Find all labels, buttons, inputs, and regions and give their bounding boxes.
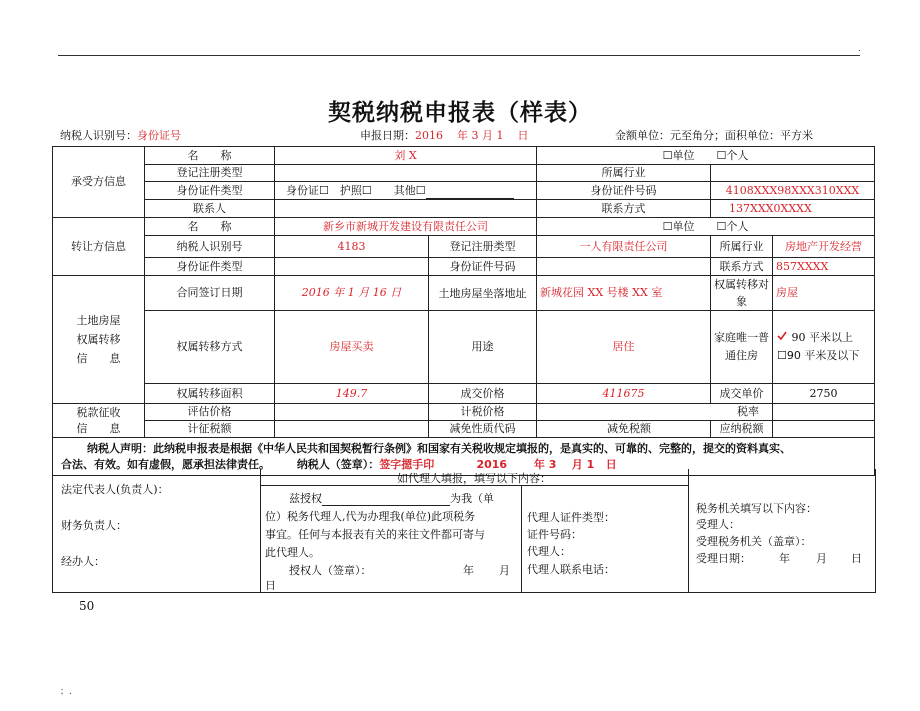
declaration-day[interactable]: 1 bbox=[586, 457, 595, 471]
agent-field[interactable]: 代理人： bbox=[527, 545, 571, 558]
option-90-below[interactable]: ☐90 平米及以下 bbox=[777, 349, 860, 362]
unit-price-label: 成交单价 bbox=[711, 384, 773, 404]
transferee-id-type-options[interactable] bbox=[275, 182, 537, 200]
top-corner-dot: . bbox=[858, 44, 861, 54]
footer-dots: ；. bbox=[60, 687, 72, 697]
taxpayer-sign-value[interactable]: 签字摁手印 bbox=[379, 457, 435, 471]
unit-price-value[interactable]: 2750 bbox=[773, 384, 875, 404]
payable-tax-value[interactable] bbox=[773, 421, 875, 438]
transferee-industry-value[interactable] bbox=[711, 165, 875, 182]
page-number: 50 bbox=[79, 599, 95, 613]
option-90-above-text: 90 平米以上 bbox=[791, 331, 854, 344]
filing-year[interactable]: 2016 bbox=[415, 129, 443, 142]
computed-tax-label: 计征税额 bbox=[145, 421, 275, 438]
taxpayer-id-line bbox=[60, 127, 181, 143]
declaration-month-char: 月 bbox=[571, 457, 583, 471]
transferee-contact-label: 联系人 bbox=[145, 200, 275, 218]
filing-date-label: 申报日期： bbox=[360, 129, 415, 142]
transferee-contact-method-value[interactable]: 137XXX0XXXX bbox=[711, 200, 875, 218]
area-label: 权属转移面积 bbox=[145, 384, 275, 404]
taxpayer-id-value[interactable]: 身份证号 bbox=[137, 129, 181, 142]
taxable-price-label: 计税价格 bbox=[429, 404, 537, 421]
exempt-code-label: 减免性质代码 bbox=[429, 421, 537, 438]
declaration-line1: 纳税人声明：此纳税申报表是根据《中华人民共和国契税暂行条例》和国家有关税收规定填报的，是真实的、可靠的、完整的，提交的资料真实、 bbox=[87, 441, 791, 455]
contract-date-label: 合同签订日期 bbox=[145, 276, 275, 311]
auth-line2: 位）税务代理人,代为办理我(单位)此项税务 bbox=[265, 510, 476, 523]
computed-tax-value[interactable] bbox=[275, 421, 429, 438]
tax-office-header: 税务机关填写以下内容： bbox=[696, 502, 817, 515]
declaration-year[interactable]: 2016 bbox=[476, 457, 508, 471]
tax-form-table bbox=[52, 146, 875, 476]
declaration-month[interactable]: 3 bbox=[548, 457, 557, 471]
auth-line1 bbox=[289, 490, 494, 506]
handler-field[interactable]: 经办人： bbox=[61, 555, 105, 568]
transferor-taxpayer-id-label: 纳税人识别号 bbox=[145, 236, 275, 258]
transferor-contact-method-label: 联系方式 bbox=[711, 258, 773, 276]
declaration-line2-text: 合法、有效。如有虚假，愿承担法律责任。 bbox=[61, 457, 270, 471]
receive-date-field[interactable]: 受理日期： bbox=[696, 552, 751, 565]
id-type-options-text[interactable]: 身份证☐ 护照☐ 其他☐ bbox=[286, 183, 426, 197]
agent-header: 如代理人填报，填写以下内容： bbox=[397, 472, 551, 485]
tax-label-line2: 信 息 bbox=[76, 421, 121, 435]
filing-month-char: 月 bbox=[482, 129, 493, 142]
declaration-day-char: 日 bbox=[605, 457, 617, 471]
transferor-industry-label: 所属行业 bbox=[711, 236, 773, 258]
use-label: 用途 bbox=[429, 311, 537, 384]
property-label-line2: 权属转移 bbox=[76, 333, 121, 346]
declaration-year-char: 年 bbox=[533, 457, 545, 471]
transferor-id-no-value[interactable] bbox=[537, 258, 711, 276]
auth-day: 日 bbox=[265, 579, 276, 592]
taxpayer-sign-label: 纳税人（签章）： bbox=[296, 457, 380, 471]
family-only-home-label: 家庭唯一普通住房 bbox=[711, 311, 773, 384]
page-title: 契税纳税申报表（样表） bbox=[328, 100, 592, 126]
transferee-type-checkboxes[interactable]: ☐单位 ☐个人 bbox=[537, 147, 875, 165]
other-blank-line bbox=[426, 198, 514, 199]
object-value[interactable]: 房屋 bbox=[773, 276, 875, 311]
agent-phone-field[interactable]: 代理人联系电话： bbox=[527, 563, 615, 576]
transferor-taxpayer-id-value[interactable]: 4183 bbox=[275, 236, 429, 258]
method-label: 权属转移方式 bbox=[145, 311, 275, 384]
receive-month: 月 bbox=[816, 552, 827, 565]
tax-label-line1: 税款征收 bbox=[76, 405, 121, 419]
units-note: 金额单位：元至角分；面积单位：平方米 bbox=[615, 129, 813, 142]
transferee-industry-label: 所属行业 bbox=[537, 165, 711, 182]
check-mark-svg bbox=[777, 331, 787, 341]
property-label-line1: 土地房屋 bbox=[76, 314, 121, 327]
auth-month: 月 bbox=[499, 564, 510, 577]
area-value[interactable]: 149.7 bbox=[275, 384, 429, 404]
price-label: 成交价格 bbox=[429, 384, 537, 404]
check-mark-icon bbox=[777, 329, 788, 347]
transferee-contact-value[interactable] bbox=[275, 200, 537, 218]
filing-month[interactable]: 3 bbox=[471, 129, 479, 142]
transferor-type-checkboxes[interactable]: ☐单位 ☐个人 bbox=[537, 218, 875, 236]
tax-rate-cell[interactable] bbox=[737, 404, 875, 421]
transferor-reg-type-label: 登记注册类型 bbox=[429, 236, 537, 258]
assess-price-label: 评估价格 bbox=[145, 404, 275, 421]
finance-head-field[interactable]: 财务负责人： bbox=[61, 519, 127, 532]
filing-year-char: 年 bbox=[457, 129, 468, 142]
taxpayer-id-label: 纳税人识别号： bbox=[60, 129, 137, 142]
agent-id-no-field[interactable]: 证件号码： bbox=[527, 528, 582, 541]
price-value[interactable]: 411675 bbox=[537, 384, 711, 404]
signature-section bbox=[52, 469, 876, 593]
method-value[interactable]: 房屋买卖 bbox=[275, 311, 429, 384]
payable-tax-label: 应纳税额 bbox=[711, 421, 773, 438]
authorize-name-blank[interactable] bbox=[322, 505, 450, 506]
filing-day[interactable]: 1 bbox=[496, 129, 504, 142]
assess-price-value[interactable] bbox=[275, 404, 429, 421]
tax-section-label bbox=[53, 404, 145, 438]
transferee-name-value[interactable]: 刘 X bbox=[275, 147, 537, 165]
transferee-id-no-label: 身份证件号码 bbox=[537, 182, 711, 200]
transferee-id-no-value[interactable]: 4108XXX98XXX310XXX bbox=[711, 182, 875, 200]
transferor-id-type-value[interactable] bbox=[275, 258, 429, 276]
divider-left bbox=[260, 469, 261, 592]
transferor-industry-value[interactable]: 房地产开发经营 bbox=[773, 236, 875, 258]
transferor-id-no-label: 身份证件号码 bbox=[429, 258, 537, 276]
property-label-line3: 信 息 bbox=[76, 352, 121, 365]
object-label: 权属转移对象 bbox=[711, 276, 773, 311]
location-value[interactable]: 新城花园 XX 号楼 XX 室 bbox=[537, 276, 711, 311]
divider-right bbox=[688, 469, 689, 592]
legal-rep-field[interactable]: 法定代表人(负责人)： bbox=[61, 483, 169, 496]
transferor-id-type-label: 身份证件类型 bbox=[145, 258, 275, 276]
agent-id-type-field[interactable]: 代理人证件类型： bbox=[527, 511, 615, 524]
location-label: 土地房屋坐落地址 bbox=[429, 276, 537, 311]
auth-prefix: 兹授权 bbox=[289, 492, 322, 505]
option-90-above[interactable] bbox=[777, 329, 871, 347]
contract-date-value[interactable]: 2016 年 1 月 16 日 bbox=[275, 276, 429, 311]
transferee-section-label: 承受方信息 bbox=[53, 147, 145, 218]
receiving-office-field[interactable]: 受理税务机关（盖章）： bbox=[696, 535, 812, 548]
top-rule bbox=[58, 55, 860, 56]
exempt-amount-label: 减免税额 bbox=[537, 421, 711, 438]
authorizer-field[interactable]: 授权人（签章）： bbox=[289, 564, 372, 577]
receiver-field[interactable]: 受理人： bbox=[696, 518, 740, 531]
transferee-contact-method-label: 联系方式 bbox=[537, 200, 711, 218]
transferor-section-label: 转让方信息 bbox=[53, 218, 145, 276]
filing-day-char: 日 bbox=[517, 129, 529, 142]
tax-rate-label: 税率 bbox=[737, 405, 760, 418]
transferor-name-value[interactable]: 新乡市新城开发建设有限责任公司 bbox=[275, 218, 537, 236]
transferor-contact-method-value[interactable]: 857XXXX bbox=[773, 258, 875, 276]
filing-date-line bbox=[360, 127, 529, 143]
family-only-home-options[interactable] bbox=[773, 311, 875, 384]
use-value[interactable]: 居住 bbox=[537, 311, 711, 384]
auth-year: 年 bbox=[463, 564, 474, 577]
receive-year: 年 bbox=[779, 552, 790, 565]
transferee-reg-type-label: 登记注册类型 bbox=[145, 165, 275, 182]
property-section-label bbox=[53, 276, 145, 404]
auth-line4: 此代理人。 bbox=[265, 546, 320, 559]
auth-suffix: 为我（单 bbox=[450, 492, 494, 505]
transferor-reg-type-value[interactable]: 一人有限责任公司 bbox=[537, 236, 711, 258]
transferee-id-type-label: 身份证件类型 bbox=[145, 182, 275, 200]
receive-day: 日 bbox=[851, 552, 862, 565]
transferee-reg-type-value[interactable] bbox=[275, 165, 537, 182]
transferor-name-label: 名 称 bbox=[145, 218, 275, 236]
divider-agent bbox=[521, 485, 522, 592]
transferee-name-label: 名 称 bbox=[145, 147, 275, 165]
auth-line3: 事宜。任何与本报表有关的来往文件都可寄与 bbox=[265, 528, 485, 541]
